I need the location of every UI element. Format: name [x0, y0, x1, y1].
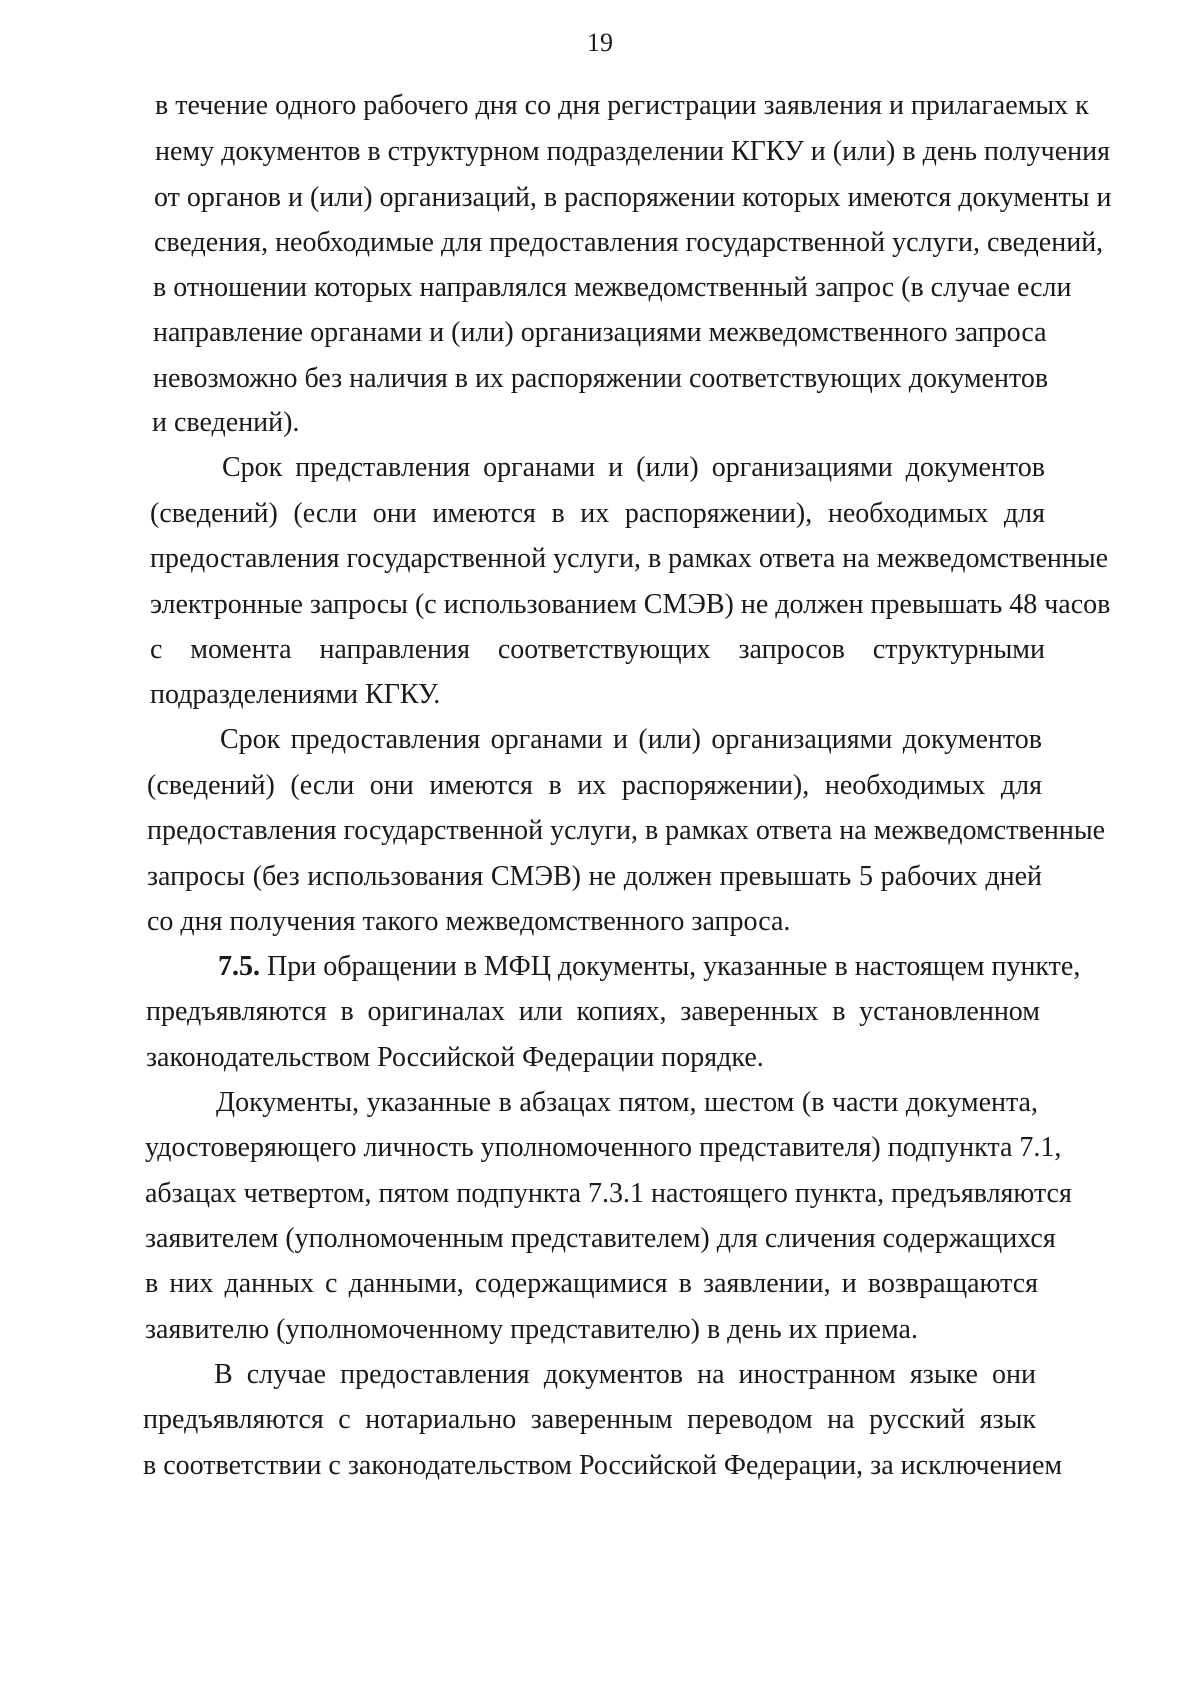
text-line: предоставления государственной услуги, в рамках ответа на межведомственные — [147, 815, 1106, 846]
text-line: (сведений) (если они имеются в их распоряжении), необходимых для — [150, 498, 1045, 529]
text-line: В случае предоставления документов на иностранном языке они — [214, 1359, 1036, 1390]
text-line: Срок представления органами и (или) организациями документов — [222, 452, 1045, 483]
text-line: предъявляются с нотариально заверенным переводом на русский язык — [143, 1404, 1036, 1435]
text-line: в соответствии с законодательством Российской Федерации, за исключением — [143, 1450, 1063, 1481]
text-line: абзацах четвертом, пятом подпункта 7.3.1 настоящего пункта, предъявляются — [145, 1178, 1072, 1209]
text-line: предъявляются в оригиналах или копиях, заверенных в установленном — [146, 996, 1040, 1027]
text-line: с момента направления соответствующих запросов структурными — [150, 634, 1045, 665]
text-line: запросы (без использования СМЭВ) не должен превышать 5 рабочих дней — [147, 861, 1042, 892]
text-line: от органов и (или) организаций, в распоряжении которых имеются документы и — [154, 182, 1112, 213]
text-line: в них данных с данными, содержащимися в заявлении, и возвращаются — [145, 1268, 1038, 1299]
text-line: электронные запросы (с использованием СМЭВ) не должен превышать 48 часов — [150, 589, 1111, 620]
text-line: и сведений). — [152, 407, 300, 438]
text-line: 7.5. При обращении в МФЦ документы, указанные в настоящем пункте, — [218, 951, 1081, 982]
text-line: законодательством Российской Федерации порядке. — [146, 1042, 764, 1073]
text-line: направление органами и (или) организациями межведомственного запроса — [153, 317, 1047, 348]
text-line: заявителем (уполномоченным представителем) для сличения содержащихся — [145, 1223, 1056, 1254]
text-line: со дня получения такого межведомственного запроса. — [147, 906, 791, 937]
text-line: (сведений) (если они имеются в их распоряжении), необходимых для — [147, 770, 1042, 801]
text-line: Документы, указанные в абзацах пятом, шестом (в части документа, — [216, 1087, 1038, 1118]
text-line: нему документов в структурном подразделении КГКУ и (или) в день получения — [155, 136, 1110, 167]
text-line: заявителю (уполномоченному представителю) в день их приема. — [145, 1314, 918, 1345]
text-line: сведения, необходимые для предоставления государственной услуги, сведений, — [154, 227, 1104, 258]
text-line: подразделениями КГКУ. — [150, 679, 441, 710]
text-line: в течение одного рабочего дня со дня регистрации заявления и прилагаемых к — [155, 90, 1089, 121]
text-line: Срок предоставления органами и (или) организациями документов — [220, 724, 1042, 755]
section-number: 7.5. — [218, 951, 260, 982]
page-number: 19 — [587, 28, 613, 57]
text-line: предоставления государственной услуги, в рамках ответа на межведомственные — [150, 543, 1109, 574]
text-line: удостоверяющего личность уполномоченного представителя) подпункта 7.1, — [145, 1132, 1062, 1163]
text-line: невозможно без наличия в их распоряжении соответствующих документов — [153, 363, 1049, 394]
text-line: в отношении которых направлялся межведомственный запрос (в случае если — [153, 272, 1072, 303]
